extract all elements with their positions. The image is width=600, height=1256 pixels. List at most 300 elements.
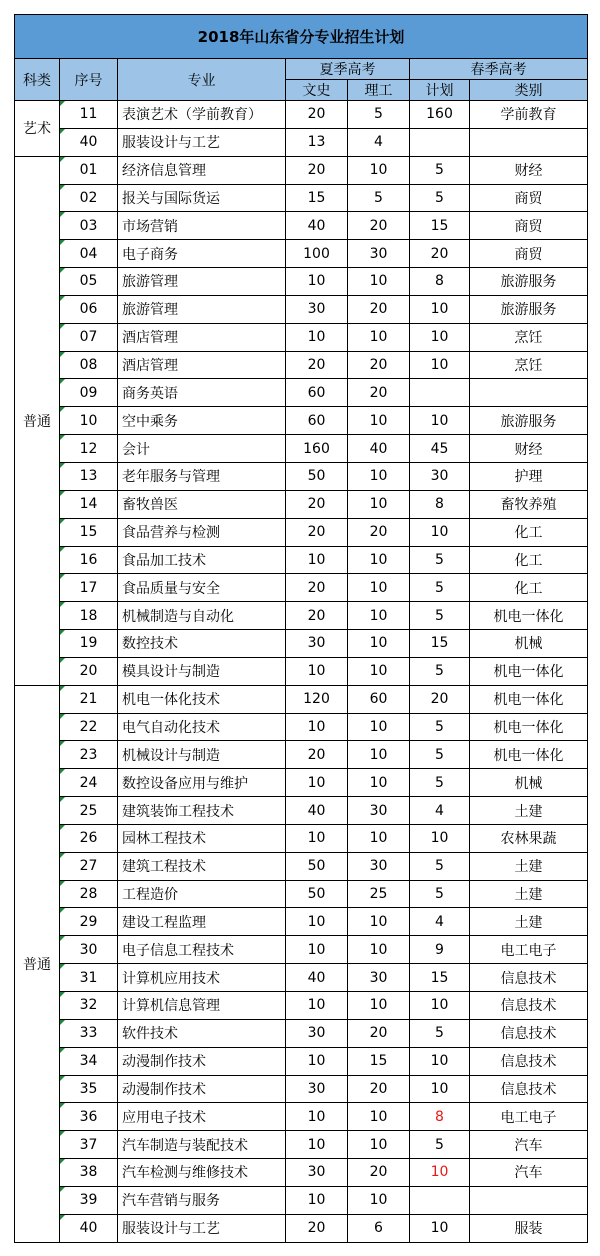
seq-cell: 15 [60, 518, 118, 546]
spring-plan-cell: 10 [410, 1214, 470, 1242]
table-row [15, 824, 588, 852]
enrollment-plan-sheet [14, 14, 587, 1243]
spring-plan-cell: 4 [410, 797, 470, 825]
spring-type-cell: 旅游服务 [470, 407, 588, 435]
summer-ligong-cell: 40 [348, 435, 410, 463]
summer-wenshi-cell: 10 [286, 769, 348, 797]
summer-wenshi-cell: 120 [286, 685, 348, 713]
seq-cell: 07 [60, 323, 118, 351]
major-cell: 应用电子技术 [118, 1103, 286, 1131]
summer-ligong-cell: 15 [348, 1047, 410, 1075]
table-row [15, 1131, 588, 1159]
major-cell: 汽车营销与服务 [118, 1186, 286, 1214]
table-row [15, 295, 588, 323]
seq-cell: 38 [60, 1159, 118, 1187]
spring-plan-cell: 5 [410, 880, 470, 908]
spring-plan-cell: 20 [410, 240, 470, 268]
major-cell: 经济信息管理 [118, 156, 286, 184]
spring-type-cell: 商贸 [470, 212, 588, 240]
spring-type-cell: 土建 [470, 797, 588, 825]
major-cell: 酒店管理 [118, 351, 286, 379]
summer-wenshi-cell: 60 [286, 379, 348, 407]
summer-ligong-cell: 20 [348, 212, 410, 240]
spring-plan-cell: 15 [410, 212, 470, 240]
spring-type-cell: 化工 [470, 574, 588, 602]
spring-type-cell: 烹饪 [470, 323, 588, 351]
table-row [15, 1214, 588, 1242]
major-cell: 会计 [118, 435, 286, 463]
table-row [15, 1186, 588, 1214]
spring-type-cell: 信息技术 [470, 1075, 588, 1103]
major-cell: 报关与国际货运 [118, 184, 286, 212]
spring-type-cell: 化工 [470, 518, 588, 546]
summer-ligong-cell: 30 [348, 964, 410, 992]
spring-type-cell: 机电一体化 [470, 713, 588, 741]
summer-wenshi-cell: 50 [286, 462, 348, 490]
spring-plan-cell [410, 379, 470, 407]
summer-wenshi-cell: 40 [286, 964, 348, 992]
spring-type-cell: 汽车 [470, 1159, 588, 1187]
summer-ligong-cell: 5 [348, 101, 410, 129]
seq-cell: 02 [60, 184, 118, 212]
seq-cell: 24 [60, 769, 118, 797]
header-spring-type: 类别 [470, 80, 588, 101]
seq-cell: 18 [60, 602, 118, 630]
spring-type-cell: 信息技术 [470, 1019, 588, 1047]
summer-wenshi-cell: 20 [286, 156, 348, 184]
spring-plan-cell: 5 [410, 1131, 470, 1159]
seq-cell: 36 [60, 1103, 118, 1131]
table-row [15, 490, 588, 518]
seq-cell: 31 [60, 964, 118, 992]
seq-cell: 40 [60, 128, 118, 156]
header-category: 科类 [15, 59, 60, 101]
table-title: 2018年山东省分专业招生计划 [15, 15, 588, 59]
spring-type-cell: 财经 [470, 435, 588, 463]
summer-ligong-cell: 10 [348, 741, 410, 769]
summer-wenshi-cell: 50 [286, 852, 348, 880]
spring-type-cell: 土建 [470, 908, 588, 936]
summer-ligong-cell: 10 [348, 908, 410, 936]
seq-cell: 09 [60, 379, 118, 407]
spring-plan-cell: 10 [410, 518, 470, 546]
seq-cell: 10 [60, 407, 118, 435]
major-cell: 机械设计与制造 [118, 741, 286, 769]
seq-cell: 32 [60, 992, 118, 1020]
seq-cell: 30 [60, 936, 118, 964]
spring-type-cell: 旅游服务 [470, 268, 588, 296]
summer-wenshi-cell: 30 [286, 295, 348, 323]
summer-ligong-cell: 10 [348, 936, 410, 964]
spring-plan-cell: 5 [410, 769, 470, 797]
major-cell: 动漫制作技术 [118, 1075, 286, 1103]
summer-ligong-cell: 10 [348, 546, 410, 574]
table-row [15, 880, 588, 908]
table-row [15, 657, 588, 685]
table-row [15, 852, 588, 880]
summer-ligong-cell: 10 [348, 407, 410, 435]
spring-type-cell: 机械 [470, 769, 588, 797]
table-row [15, 741, 588, 769]
major-cell: 汽车制造与装配技术 [118, 1131, 286, 1159]
summer-ligong-cell: 10 [348, 323, 410, 351]
spring-type-cell [470, 1186, 588, 1214]
table-row [15, 379, 588, 407]
summer-ligong-cell: 10 [348, 462, 410, 490]
header-major: 专业 [118, 59, 286, 101]
summer-wenshi-cell: 13 [286, 128, 348, 156]
seq-cell: 33 [60, 1019, 118, 1047]
spring-type-cell: 机电一体化 [470, 602, 588, 630]
seq-cell: 25 [60, 797, 118, 825]
summer-wenshi-cell: 10 [286, 1047, 348, 1075]
summer-wenshi-cell: 10 [286, 1186, 348, 1214]
header-summer-wenshi: 文史 [286, 80, 348, 101]
spring-type-cell: 信息技术 [470, 992, 588, 1020]
spring-plan-cell: 10 [410, 1075, 470, 1103]
seq-cell: 06 [60, 295, 118, 323]
spring-plan-cell: 5 [410, 1019, 470, 1047]
major-cell: 建筑装饰工程技术 [118, 797, 286, 825]
summer-ligong-cell: 30 [348, 852, 410, 880]
major-cell: 酒店管理 [118, 323, 286, 351]
major-cell: 机电一体化技术 [118, 685, 286, 713]
spring-type-cell: 护理 [470, 462, 588, 490]
summer-wenshi-cell: 30 [286, 1159, 348, 1187]
summer-wenshi-cell: 20 [286, 574, 348, 602]
spring-plan-cell: 10 [410, 407, 470, 435]
summer-ligong-cell: 20 [348, 1159, 410, 1187]
seq-cell: 01 [60, 156, 118, 184]
major-cell: 表演艺术（学前教育） [118, 101, 286, 129]
spring-plan-cell: 5 [410, 602, 470, 630]
major-cell: 服装设计与工艺 [118, 128, 286, 156]
table-row [15, 1047, 588, 1075]
spring-type-cell: 机电一体化 [470, 741, 588, 769]
seq-cell: 37 [60, 1131, 118, 1159]
spring-type-cell: 农林果蔬 [470, 824, 588, 852]
seq-cell: 40 [60, 1214, 118, 1242]
enrollment-table [14, 14, 588, 1243]
summer-wenshi-cell: 10 [286, 268, 348, 296]
major-cell: 老年服务与管理 [118, 462, 286, 490]
seq-cell: 16 [60, 546, 118, 574]
table-row [15, 518, 588, 546]
table-row [15, 435, 588, 463]
major-cell: 电子信息工程技术 [118, 936, 286, 964]
spring-type-cell: 服装 [470, 1214, 588, 1242]
major-cell: 软件技术 [118, 1019, 286, 1047]
spring-plan-cell: 4 [410, 908, 470, 936]
summer-wenshi-cell: 20 [286, 101, 348, 129]
spring-plan-cell: 5 [410, 741, 470, 769]
seq-cell: 28 [60, 880, 118, 908]
table-row [15, 685, 588, 713]
seq-cell: 17 [60, 574, 118, 602]
summer-wenshi-cell: 30 [286, 1075, 348, 1103]
summer-ligong-cell: 20 [348, 518, 410, 546]
table-row [15, 908, 588, 936]
table-row [15, 1019, 588, 1047]
major-cell: 畜牧兽医 [118, 490, 286, 518]
summer-ligong-cell: 10 [348, 156, 410, 184]
summer-wenshi-cell: 40 [286, 797, 348, 825]
summer-wenshi-cell: 10 [286, 657, 348, 685]
summer-ligong-cell: 30 [348, 240, 410, 268]
spring-plan-cell: 20 [410, 685, 470, 713]
spring-type-cell: 旅游服务 [470, 295, 588, 323]
summer-wenshi-cell: 10 [286, 824, 348, 852]
summer-wenshi-cell: 20 [286, 741, 348, 769]
major-cell: 食品营养与检测 [118, 518, 286, 546]
table-row [15, 268, 588, 296]
spring-plan-cell: 15 [410, 630, 470, 658]
summer-ligong-cell: 20 [348, 1019, 410, 1047]
seq-cell: 22 [60, 713, 118, 741]
summer-wenshi-cell: 10 [286, 1103, 348, 1131]
table-row [15, 964, 588, 992]
spring-plan-cell [410, 1186, 470, 1214]
table-row [15, 462, 588, 490]
summer-ligong-cell: 30 [348, 797, 410, 825]
summer-wenshi-cell: 20 [286, 351, 348, 379]
spring-plan-cell: 9 [410, 936, 470, 964]
table-row [15, 212, 588, 240]
summer-wenshi-cell: 20 [286, 602, 348, 630]
table-row [15, 1159, 588, 1187]
spring-plan-cell: 45 [410, 435, 470, 463]
table-row [15, 797, 588, 825]
spring-plan-cell: 5 [410, 574, 470, 602]
spring-type-cell: 化工 [470, 546, 588, 574]
seq-cell: 29 [60, 908, 118, 936]
spring-type-cell: 商贸 [470, 184, 588, 212]
summer-wenshi-cell: 10 [286, 1131, 348, 1159]
spring-plan-cell: 8 [410, 268, 470, 296]
summer-wenshi-cell: 20 [286, 1214, 348, 1242]
table-row [15, 184, 588, 212]
spring-type-cell: 信息技术 [470, 964, 588, 992]
summer-wenshi-cell: 15 [286, 184, 348, 212]
table-row [15, 769, 588, 797]
summer-wenshi-cell: 10 [286, 713, 348, 741]
category-cell: 普通 [15, 156, 60, 685]
table-row [15, 240, 588, 268]
table-row [15, 156, 588, 184]
seq-cell: 20 [60, 657, 118, 685]
summer-ligong-cell: 10 [348, 1131, 410, 1159]
summer-ligong-cell: 10 [348, 602, 410, 630]
summer-ligong-cell: 10 [348, 657, 410, 685]
spring-type-cell: 畜牧养殖 [470, 490, 588, 518]
spring-type-cell: 机电一体化 [470, 685, 588, 713]
spring-type-cell [470, 128, 588, 156]
seq-cell: 21 [60, 685, 118, 713]
spring-type-cell [470, 379, 588, 407]
major-cell: 园林工程技术 [118, 824, 286, 852]
spring-type-cell: 机电一体化 [470, 657, 588, 685]
major-cell: 计算机信息管理 [118, 992, 286, 1020]
spring-plan-cell: 8 [410, 490, 470, 518]
summer-wenshi-cell: 20 [286, 490, 348, 518]
header-spring-plan: 计划 [410, 80, 470, 101]
summer-ligong-cell: 10 [348, 824, 410, 852]
summer-wenshi-cell: 60 [286, 407, 348, 435]
spring-plan-cell: 10 [410, 295, 470, 323]
summer-ligong-cell: 4 [348, 128, 410, 156]
summer-ligong-cell: 20 [348, 351, 410, 379]
spring-plan-cell: 160 [410, 101, 470, 129]
spring-plan-cell: 10 [410, 1047, 470, 1075]
summer-wenshi-cell: 10 [286, 908, 348, 936]
summer-ligong-cell: 5 [348, 184, 410, 212]
spring-plan-cell: 10 [410, 323, 470, 351]
spring-type-cell: 电工电子 [470, 1103, 588, 1131]
category-cell: 艺术 [15, 101, 60, 157]
header-summer-group: 夏季高考 [286, 59, 410, 80]
summer-wenshi-cell: 100 [286, 240, 348, 268]
summer-wenshi-cell: 160 [286, 435, 348, 463]
spring-plan-cell: 5 [410, 546, 470, 574]
summer-ligong-cell: 10 [348, 574, 410, 602]
major-cell: 食品质量与安全 [118, 574, 286, 602]
seq-cell: 04 [60, 240, 118, 268]
table-row [15, 323, 588, 351]
summer-wenshi-cell: 30 [286, 630, 348, 658]
seq-cell: 11 [60, 101, 118, 129]
header-summer-ligong: 理工 [348, 80, 410, 101]
table-row [15, 1075, 588, 1103]
spring-plan-cell: 8 [410, 1103, 470, 1131]
major-cell: 机械制造与自动化 [118, 602, 286, 630]
table-row [15, 936, 588, 964]
summer-ligong-cell: 10 [348, 713, 410, 741]
major-cell: 工程造价 [118, 880, 286, 908]
major-cell: 建筑工程技术 [118, 852, 286, 880]
spring-plan-cell: 5 [410, 852, 470, 880]
spring-type-cell: 土建 [470, 880, 588, 908]
spring-plan-cell: 5 [410, 713, 470, 741]
spring-plan-cell: 10 [410, 351, 470, 379]
header-spring-group: 春季高考 [410, 59, 588, 80]
seq-cell: 12 [60, 435, 118, 463]
summer-ligong-cell: 25 [348, 880, 410, 908]
summer-ligong-cell: 10 [348, 630, 410, 658]
seq-cell: 23 [60, 741, 118, 769]
summer-ligong-cell: 10 [348, 1103, 410, 1131]
seq-cell: 39 [60, 1186, 118, 1214]
summer-wenshi-cell: 10 [286, 992, 348, 1020]
table-row [15, 713, 588, 741]
major-cell: 数控技术 [118, 630, 286, 658]
spring-plan-cell: 10 [410, 992, 470, 1020]
summer-ligong-cell: 20 [348, 295, 410, 323]
table-row [15, 602, 588, 630]
table-row [15, 128, 588, 156]
summer-wenshi-cell: 20 [286, 518, 348, 546]
summer-ligong-cell: 10 [348, 268, 410, 296]
seq-cell: 26 [60, 824, 118, 852]
seq-cell: 34 [60, 1047, 118, 1075]
summer-wenshi-cell: 10 [286, 936, 348, 964]
spring-type-cell: 土建 [470, 852, 588, 880]
major-cell: 建设工程监理 [118, 908, 286, 936]
summer-wenshi-cell: 10 [286, 323, 348, 351]
summer-ligong-cell: 10 [348, 1186, 410, 1214]
summer-ligong-cell: 10 [348, 490, 410, 518]
spring-plan-cell: 15 [410, 964, 470, 992]
table-row [15, 630, 588, 658]
table-row [15, 546, 588, 574]
major-cell: 电子商务 [118, 240, 286, 268]
spring-plan-cell: 5 [410, 156, 470, 184]
major-cell: 电气自动化技术 [118, 713, 286, 741]
spring-type-cell: 学前教育 [470, 101, 588, 129]
summer-wenshi-cell: 50 [286, 880, 348, 908]
major-cell: 市场营销 [118, 212, 286, 240]
spring-type-cell: 电工电子 [470, 936, 588, 964]
summer-ligong-cell: 10 [348, 992, 410, 1020]
seq-cell: 14 [60, 490, 118, 518]
summer-ligong-cell: 6 [348, 1214, 410, 1242]
summer-wenshi-cell: 40 [286, 212, 348, 240]
summer-wenshi-cell: 10 [286, 546, 348, 574]
spring-type-cell: 信息技术 [470, 1047, 588, 1075]
summer-ligong-cell: 20 [348, 1075, 410, 1103]
table-row [15, 1103, 588, 1131]
spring-plan-cell: 5 [410, 184, 470, 212]
spring-type-cell: 商贸 [470, 240, 588, 268]
spring-plan-cell: 5 [410, 657, 470, 685]
seq-cell: 05 [60, 268, 118, 296]
spring-plan-cell: 10 [410, 1159, 470, 1187]
spring-type-cell: 财经 [470, 156, 588, 184]
seq-cell: 27 [60, 852, 118, 880]
major-cell: 食品加工技术 [118, 546, 286, 574]
major-cell: 数控设备应用与维护 [118, 769, 286, 797]
spring-plan-cell: 30 [410, 462, 470, 490]
major-cell: 汽车检测与维修技术 [118, 1159, 286, 1187]
major-cell: 动漫制作技术 [118, 1047, 286, 1075]
major-cell: 模具设计与制造 [118, 657, 286, 685]
major-cell: 旅游管理 [118, 268, 286, 296]
table-row [15, 351, 588, 379]
seq-cell: 35 [60, 1075, 118, 1103]
seq-cell: 13 [60, 462, 118, 490]
table-row [15, 992, 588, 1020]
seq-cell: 08 [60, 351, 118, 379]
summer-ligong-cell: 10 [348, 769, 410, 797]
major-cell: 计算机应用技术 [118, 964, 286, 992]
major-cell: 旅游管理 [118, 295, 286, 323]
major-cell: 服装设计与工艺 [118, 1214, 286, 1242]
category-cell: 普通 [15, 685, 60, 1242]
spring-type-cell: 机械 [470, 630, 588, 658]
seq-cell: 03 [60, 212, 118, 240]
major-cell: 空中乘务 [118, 407, 286, 435]
major-cell: 商务英语 [118, 379, 286, 407]
summer-ligong-cell: 20 [348, 379, 410, 407]
summer-ligong-cell: 60 [348, 685, 410, 713]
spring-plan-cell: 10 [410, 824, 470, 852]
table-row [15, 407, 588, 435]
header-seq: 序号 [60, 59, 118, 101]
table-row [15, 101, 588, 129]
table-row [15, 574, 588, 602]
summer-wenshi-cell: 30 [286, 1019, 348, 1047]
spring-type-cell: 烹饪 [470, 351, 588, 379]
spring-type-cell: 汽车 [470, 1131, 588, 1159]
